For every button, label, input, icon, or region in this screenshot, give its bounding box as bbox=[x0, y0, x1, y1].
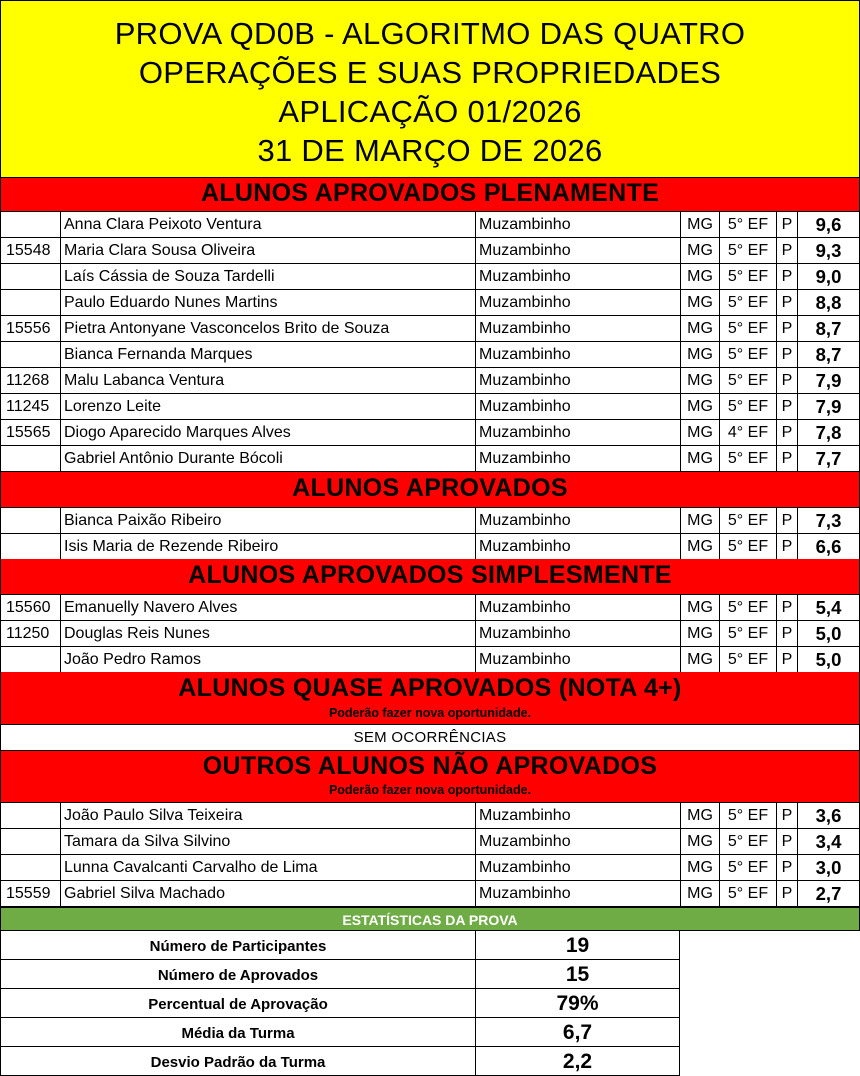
student-grade: 5° EF bbox=[719, 290, 776, 315]
student-state: MG bbox=[680, 394, 719, 419]
student-score: 3,0 bbox=[797, 855, 860, 880]
stat-label: Percentual de Aprovação bbox=[0, 989, 475, 1018]
student-status: P bbox=[776, 316, 797, 341]
student-state: MG bbox=[680, 647, 719, 672]
student-id bbox=[0, 446, 60, 471]
student-state: MG bbox=[680, 238, 719, 263]
table-row bbox=[0, 238, 860, 264]
section-header-quase bbox=[0, 672, 860, 725]
stat-value: 19 bbox=[475, 931, 680, 960]
table-row bbox=[0, 394, 860, 420]
student-city: Muzambinho bbox=[475, 316, 680, 341]
student-name: João Pedro Ramos bbox=[60, 647, 475, 672]
student-id: 11250 bbox=[0, 621, 60, 646]
student-grade: 5° EF bbox=[719, 316, 776, 341]
student-score: 7,9 bbox=[797, 394, 860, 419]
table-row bbox=[0, 342, 860, 368]
student-status: P bbox=[776, 446, 797, 471]
student-status: P bbox=[776, 647, 797, 672]
student-city: Muzambinho bbox=[475, 855, 680, 880]
student-state: MG bbox=[680, 829, 719, 854]
student-status: P bbox=[776, 621, 797, 646]
student-id: 11245 bbox=[0, 394, 60, 419]
student-status: P bbox=[776, 394, 797, 419]
student-grade: 5° EF bbox=[719, 508, 776, 533]
student-grade: 5° EF bbox=[719, 264, 776, 289]
student-score: 3,4 bbox=[797, 829, 860, 854]
student-state: MG bbox=[680, 420, 719, 445]
student-status: P bbox=[776, 290, 797, 315]
student-status: P bbox=[776, 803, 797, 828]
student-id: 11268 bbox=[0, 368, 60, 393]
student-status: P bbox=[776, 264, 797, 289]
student-grade: 5° EF bbox=[719, 534, 776, 559]
student-city: Muzambinho bbox=[475, 446, 680, 471]
stats-row bbox=[0, 960, 680, 989]
stat-value: 6,7 bbox=[475, 1018, 680, 1047]
table-row bbox=[0, 595, 860, 621]
student-score: 7,9 bbox=[797, 368, 860, 393]
student-id: 15560 bbox=[0, 595, 60, 620]
stats-row bbox=[0, 1047, 680, 1076]
stats-header: ESTATÍSTICAS DA PROVA bbox=[0, 907, 860, 931]
student-state: MG bbox=[680, 855, 719, 880]
section-note: Poderão fazer nova oportunidade. bbox=[328, 783, 532, 797]
student-city: Muzambinho bbox=[475, 368, 680, 393]
student-id bbox=[0, 829, 60, 854]
stat-label: Desvio Padrão da Turma bbox=[0, 1047, 475, 1076]
student-name: Paulo Eduardo Nunes Martins bbox=[60, 290, 475, 315]
stats-row bbox=[0, 1018, 680, 1047]
student-state: MG bbox=[680, 446, 719, 471]
student-id bbox=[0, 264, 60, 289]
stats-blank-area bbox=[680, 931, 860, 1076]
student-id: 15565 bbox=[0, 420, 60, 445]
student-id bbox=[0, 342, 60, 367]
section-title: ALUNOS APROVADOS PLENAMENTE bbox=[200, 179, 660, 207]
table-row bbox=[0, 803, 860, 829]
student-score: 9,6 bbox=[797, 212, 860, 237]
no-occurrences-label: SEM OCORRÊNCIAS bbox=[0, 725, 860, 750]
table-row bbox=[0, 534, 860, 560]
student-state: MG bbox=[680, 595, 719, 620]
student-name: Bianca Paixão Ribeiro bbox=[60, 508, 475, 533]
student-state: MG bbox=[680, 803, 719, 828]
student-status: P bbox=[776, 829, 797, 854]
section-title: ALUNOS APROVADOS SIMPLESMENTE bbox=[188, 561, 672, 589]
student-grade: 5° EF bbox=[719, 621, 776, 646]
student-state: MG bbox=[680, 368, 719, 393]
student-grade: 5° EF bbox=[719, 212, 776, 237]
table-row bbox=[0, 212, 860, 238]
student-id bbox=[0, 647, 60, 672]
student-name: Gabriel Antônio Durante Bócoli bbox=[60, 446, 475, 471]
student-state: MG bbox=[680, 316, 719, 341]
student-city: Muzambinho bbox=[475, 212, 680, 237]
student-status: P bbox=[776, 342, 797, 367]
student-city: Muzambinho bbox=[475, 534, 680, 559]
student-grade: 5° EF bbox=[719, 342, 776, 367]
student-state: MG bbox=[680, 342, 719, 367]
student-name: Lunna Cavalcanti Carvalho de Lima bbox=[60, 855, 475, 880]
section-title: ALUNOS QUASE APROVADOS (NOTA 4+) bbox=[178, 674, 682, 702]
student-city: Muzambinho bbox=[475, 420, 680, 445]
student-city: Muzambinho bbox=[475, 647, 680, 672]
student-score: 8,8 bbox=[797, 290, 860, 315]
student-id: 15559 bbox=[0, 881, 60, 906]
student-name: Gabriel Silva Machado bbox=[60, 881, 475, 906]
student-city: Muzambinho bbox=[475, 803, 680, 828]
student-city: Muzambinho bbox=[475, 595, 680, 620]
title-line: APLICAÇÃO 01/2026 bbox=[278, 94, 582, 129]
student-city: Muzambinho bbox=[475, 290, 680, 315]
title-line: PROVA QD0B - ALGORITMO DAS QUATRO bbox=[114, 16, 746, 51]
table-row bbox=[0, 647, 860, 673]
student-grade: 5° EF bbox=[719, 803, 776, 828]
student-grade: 5° EF bbox=[719, 855, 776, 880]
student-id: 15548 bbox=[0, 238, 60, 263]
student-score: 7,3 bbox=[797, 508, 860, 533]
student-status: P bbox=[776, 238, 797, 263]
stats-row bbox=[0, 931, 680, 960]
report-title-block bbox=[0, 0, 860, 178]
section-title: OUTROS ALUNOS NÃO APROVADOS bbox=[202, 752, 658, 780]
student-grade: 5° EF bbox=[719, 238, 776, 263]
table-row bbox=[0, 855, 860, 881]
student-grade: 5° EF bbox=[719, 829, 776, 854]
student-state: MG bbox=[680, 621, 719, 646]
student-state: MG bbox=[680, 212, 719, 237]
student-name: Emanuelly Navero Alves bbox=[60, 595, 475, 620]
student-city: Muzambinho bbox=[475, 881, 680, 906]
student-status: P bbox=[776, 534, 797, 559]
student-name: Lorenzo Leite bbox=[60, 394, 475, 419]
student-score: 7,8 bbox=[797, 420, 860, 445]
student-state: MG bbox=[680, 508, 719, 533]
section-header-aprovados bbox=[0, 472, 860, 508]
student-city: Muzambinho bbox=[475, 394, 680, 419]
table-row bbox=[0, 508, 860, 534]
student-score: 9,0 bbox=[797, 264, 860, 289]
student-grade: 4° EF bbox=[719, 420, 776, 445]
table-row bbox=[0, 420, 860, 446]
student-state: MG bbox=[680, 290, 719, 315]
stat-value: 2,2 bbox=[475, 1047, 680, 1076]
student-score: 6,6 bbox=[797, 534, 860, 559]
stat-label: Média da Turma bbox=[0, 1018, 475, 1047]
student-id bbox=[0, 212, 60, 237]
student-status: P bbox=[776, 881, 797, 906]
table-row bbox=[0, 829, 860, 855]
student-score: 8,7 bbox=[797, 316, 860, 341]
student-grade: 5° EF bbox=[719, 394, 776, 419]
student-state: MG bbox=[680, 881, 719, 906]
table-row bbox=[0, 621, 860, 647]
student-id bbox=[0, 290, 60, 315]
student-grade: 5° EF bbox=[719, 595, 776, 620]
student-city: Muzambinho bbox=[475, 342, 680, 367]
student-score: 9,3 bbox=[797, 238, 860, 263]
student-score: 5,0 bbox=[797, 621, 860, 646]
student-state: MG bbox=[680, 264, 719, 289]
student-name: Douglas Reis Nunes bbox=[60, 621, 475, 646]
student-name: Laís Cássia de Souza Tardelli bbox=[60, 264, 475, 289]
student-name: Maria Clara Sousa Oliveira bbox=[60, 238, 475, 263]
student-status: P bbox=[776, 212, 797, 237]
section-header-simplesmente bbox=[0, 559, 860, 595]
stat-value: 79% bbox=[475, 989, 680, 1018]
section-header-outros bbox=[0, 750, 860, 803]
table-row bbox=[0, 316, 860, 342]
stat-label: Número de Participantes bbox=[0, 931, 475, 960]
student-grade: 5° EF bbox=[719, 881, 776, 906]
student-id bbox=[0, 534, 60, 559]
student-score: 5,0 bbox=[797, 647, 860, 672]
student-status: P bbox=[776, 420, 797, 445]
student-name: Diogo Aparecido Marques Alves bbox=[60, 420, 475, 445]
student-name: Anna Clara Peixoto Ventura bbox=[60, 212, 475, 237]
student-name: João Paulo Silva Teixeira bbox=[60, 803, 475, 828]
table-row bbox=[0, 446, 860, 472]
stat-label: Número de Aprovados bbox=[0, 960, 475, 989]
student-status: P bbox=[776, 595, 797, 620]
student-score: 2,7 bbox=[797, 881, 860, 906]
student-city: Muzambinho bbox=[475, 829, 680, 854]
student-state: MG bbox=[680, 534, 719, 559]
student-name: Bianca Fernanda Marques bbox=[60, 342, 475, 367]
student-status: P bbox=[776, 855, 797, 880]
student-name: Isis Maria de Rezende Ribeiro bbox=[60, 534, 475, 559]
student-score: 3,6 bbox=[797, 803, 860, 828]
student-city: Muzambinho bbox=[475, 264, 680, 289]
student-status: P bbox=[776, 368, 797, 393]
student-id: 15556 bbox=[0, 316, 60, 341]
section-title: ALUNOS APROVADOS bbox=[292, 474, 568, 502]
student-score: 8,7 bbox=[797, 342, 860, 367]
table-row bbox=[0, 881, 860, 907]
student-grade: 5° EF bbox=[719, 446, 776, 471]
student-id bbox=[0, 508, 60, 533]
student-status: P bbox=[776, 508, 797, 533]
stat-value: 15 bbox=[475, 960, 680, 989]
student-city: Muzambinho bbox=[475, 621, 680, 646]
stats-row bbox=[0, 989, 680, 1018]
student-score: 5,4 bbox=[797, 595, 860, 620]
title-line: 31 DE MARÇO DE 2026 bbox=[257, 133, 603, 168]
section-note: Poderão fazer nova oportunidade. bbox=[328, 706, 532, 720]
student-id bbox=[0, 803, 60, 828]
student-id bbox=[0, 855, 60, 880]
student-score: 7,7 bbox=[797, 446, 860, 471]
student-city: Muzambinho bbox=[475, 508, 680, 533]
student-grade: 5° EF bbox=[719, 368, 776, 393]
table-row bbox=[0, 264, 860, 290]
table-row bbox=[0, 290, 860, 316]
student-grade: 5° EF bbox=[719, 647, 776, 672]
section-header-plenamente bbox=[0, 178, 860, 212]
title-line: OPERAÇÕES E SUAS PROPRIEDADES bbox=[138, 55, 722, 90]
student-name: Tamara da Silva Silvino bbox=[60, 829, 475, 854]
student-city: Muzambinho bbox=[475, 238, 680, 263]
student-name: Pietra Antonyane Vasconcelos Brito de Souza bbox=[60, 316, 475, 341]
student-name: Malu Labanca Ventura bbox=[60, 368, 475, 393]
table-row bbox=[0, 368, 860, 394]
